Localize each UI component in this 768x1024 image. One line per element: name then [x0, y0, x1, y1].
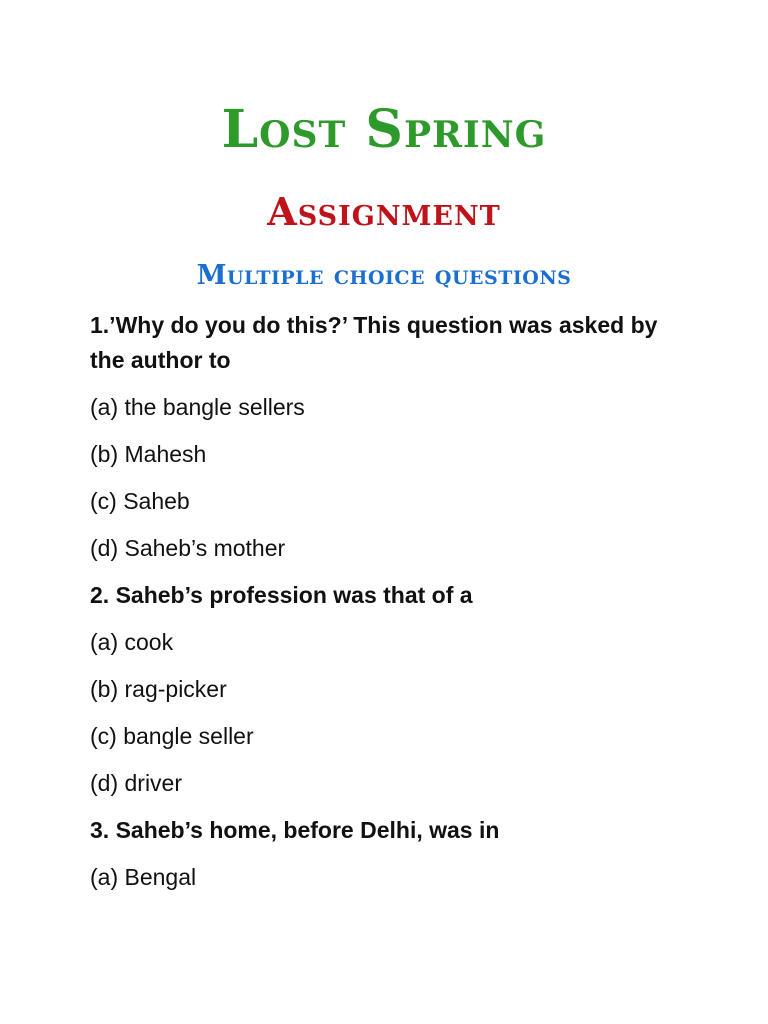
question-text: 1.’Why do you do this?’ This question was asked by the author to [90, 312, 658, 373]
question-block [90, 308, 690, 566]
answer-option: (b) rag-picker [90, 676, 227, 702]
question-list [90, 308, 690, 907]
answer-option: (d) driver [90, 770, 183, 796]
section-heading: Multiple choice questions [196, 260, 572, 291]
answer-option: (d) Saheb’s mother [90, 535, 286, 561]
question-text: 2. Saheb’s profession was that of a [90, 582, 473, 608]
question-text: 3. Saheb’s home, before Delhi, was in [90, 817, 500, 843]
answer-option: (c) bangle seller [90, 723, 254, 749]
question-block [90, 578, 690, 801]
document-subtitle: Assignment [267, 189, 501, 234]
answer-option: (a) cook [90, 629, 174, 655]
document-title: Lost Spring [221, 99, 547, 160]
answer-option: (b) Mahesh [90, 441, 207, 467]
answer-option: (a) the bangle sellers [90, 394, 305, 420]
answer-option: (c) Saheb [90, 488, 190, 514]
answer-option: (a) Bengal [90, 864, 197, 890]
question-block [90, 813, 690, 895]
